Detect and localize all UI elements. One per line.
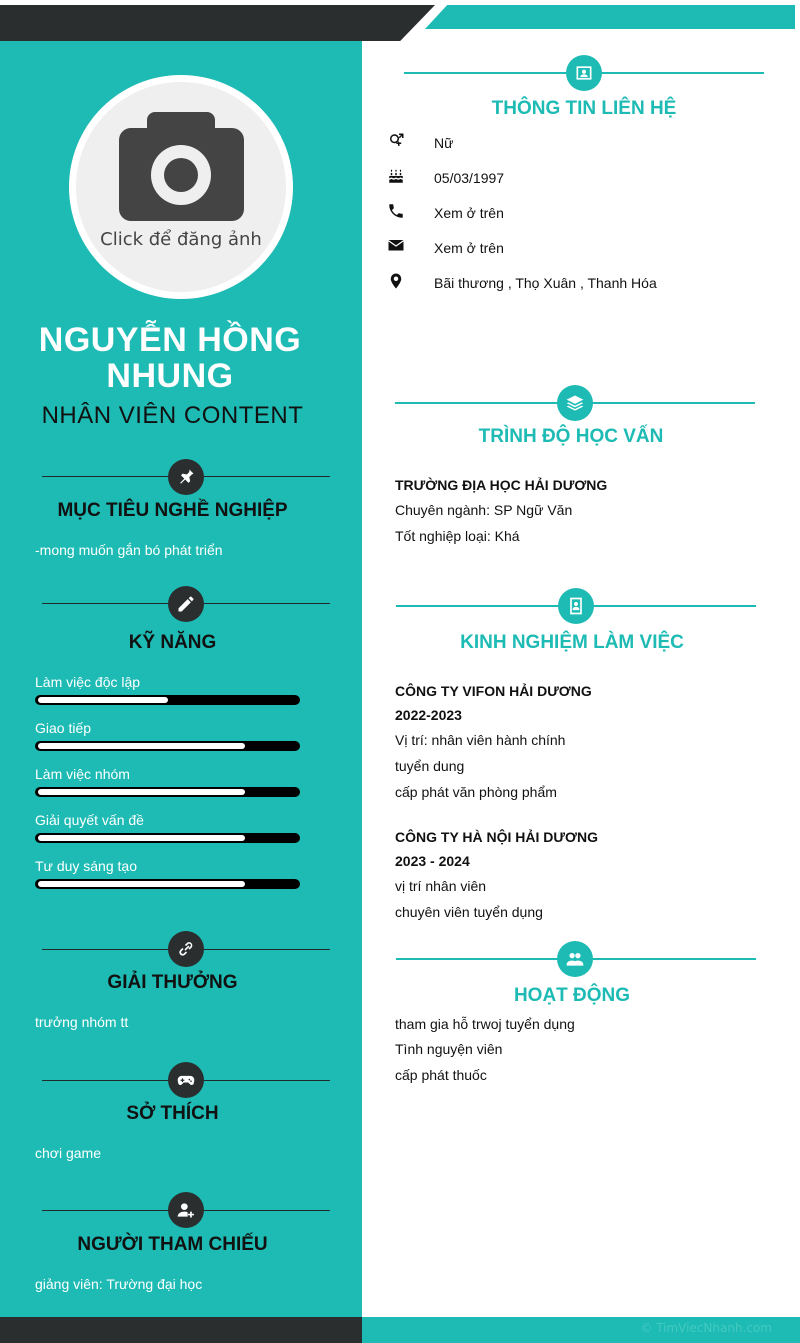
skills-title: KỸ NĂNG: [128, 632, 217, 653]
gamepad-icon: [168, 1062, 204, 1098]
activity-item: tham gia hỗ trwoj tuyển dụng: [395, 1016, 575, 1032]
gender-icon: [384, 131, 408, 151]
phone-icon: [384, 201, 408, 221]
skill-label: Tư duy sáng tạo: [35, 858, 137, 874]
objective-title: MỤC TIÊU NGHỀ NGHIỆP: [57, 500, 288, 521]
hobbies-title: SỞ THÍCH: [126, 1103, 219, 1124]
job-detail: cấp phát văn phòng phẩm: [395, 784, 557, 800]
skill-bar-fill: [38, 881, 245, 887]
skill-label: Làm việc độc lập: [35, 674, 141, 690]
job-detail: chuyên viên tuyển dụng: [395, 904, 543, 920]
references-title: NGƯỜI THAM CHIẾU: [77, 1234, 268, 1255]
user-plus-icon: [168, 1192, 204, 1228]
envelope-icon: [384, 236, 408, 256]
school-name: TRƯỜNG ĐỊA HỌC HẢI DƯƠNG: [395, 477, 608, 493]
contact-address: Bãi thương , Thọ Xuân , Thanh Hóa: [434, 275, 657, 291]
contact-title: THÔNG TIN LIÊN HỆ: [491, 98, 677, 119]
job-detail: Vị trí: nhân viên hành chính: [395, 732, 566, 748]
activity-item: Tình nguyện viên: [395, 1041, 503, 1057]
references-text: giảng viên: Trường đại học: [35, 1276, 203, 1292]
skill-bar: [35, 787, 300, 797]
education-title: TRÌNH ĐỘ HỌC VẤN: [478, 426, 664, 447]
birthday-cake-icon: [384, 166, 408, 186]
skill-bar: [35, 741, 300, 751]
bottom-dark-bar: [0, 1317, 362, 1343]
id-badge-icon: [558, 588, 594, 624]
skill-bar: [35, 879, 300, 889]
education-major: Chuyên ngành: SP Ngữ Văn: [395, 502, 573, 518]
contact-phone: Xem ở trên: [434, 205, 504, 221]
awards-title: GIẢI THƯỞNG: [107, 972, 238, 993]
skill-bar-fill: [38, 743, 245, 749]
users-icon: [557, 941, 593, 977]
skill-bar: [35, 833, 300, 843]
objective-text: -mong muốn gắn bó phát triển: [35, 542, 223, 558]
layers-icon: [557, 385, 593, 421]
contact-card-icon: [566, 55, 602, 91]
job-company: CÔNG TY HÀ NỘI HẢI DƯƠNG: [395, 829, 598, 845]
watermark: © TimViecNhanh.com: [640, 1321, 772, 1335]
education-grade: Tốt nghiệp loại: Khá: [395, 528, 520, 544]
contact-birthday: 05/03/1997: [434, 170, 505, 186]
link-icon: [168, 931, 204, 967]
experience-title: KINH NGHIỆM LÀM VIỆC: [460, 632, 684, 653]
hobbies-text: chơi game: [35, 1145, 101, 1161]
awards-text: trưởng nhóm tt: [35, 1014, 129, 1030]
job-detail: vị trí nhân viên: [395, 878, 487, 894]
job-company: CÔNG TY VIFON HẢI DƯƠNG: [395, 683, 592, 699]
job-title: NHÂN VIÊN CONTENT: [41, 402, 304, 429]
job-period: 2022-2023: [395, 707, 462, 723]
top-teal-bar: [425, 5, 795, 29]
skill-bar-fill: [38, 835, 245, 841]
job-detail: tuyển dung: [395, 758, 465, 774]
skill-label: Giao tiếp: [35, 720, 92, 736]
skill-label: Giải quyết vấn đề: [35, 812, 144, 828]
contact-gender: Nữ: [434, 135, 454, 151]
pencil-icon: [168, 586, 204, 622]
map-marker-icon: [384, 271, 408, 291]
pin-icon: [168, 459, 204, 495]
avatar-caption[interactable]: Click để đăng ảnh: [100, 229, 262, 250]
skill-label: Làm việc nhóm: [35, 766, 130, 782]
skill-bar-fill: [38, 789, 245, 795]
skill-bar-fill: [38, 697, 168, 703]
job-period: 2023 - 2024: [395, 853, 470, 869]
candidate-name: NGUYỄN HỒNG NHUNG: [38, 321, 302, 395]
activity-item: cấp phát thuốc: [395, 1067, 487, 1083]
activities-title: HOẠT ĐỘNG: [513, 985, 631, 1006]
top-dark-bar: [0, 5, 435, 41]
contact-email: Xem ở trên: [434, 240, 504, 256]
skill-bar: [35, 695, 300, 705]
